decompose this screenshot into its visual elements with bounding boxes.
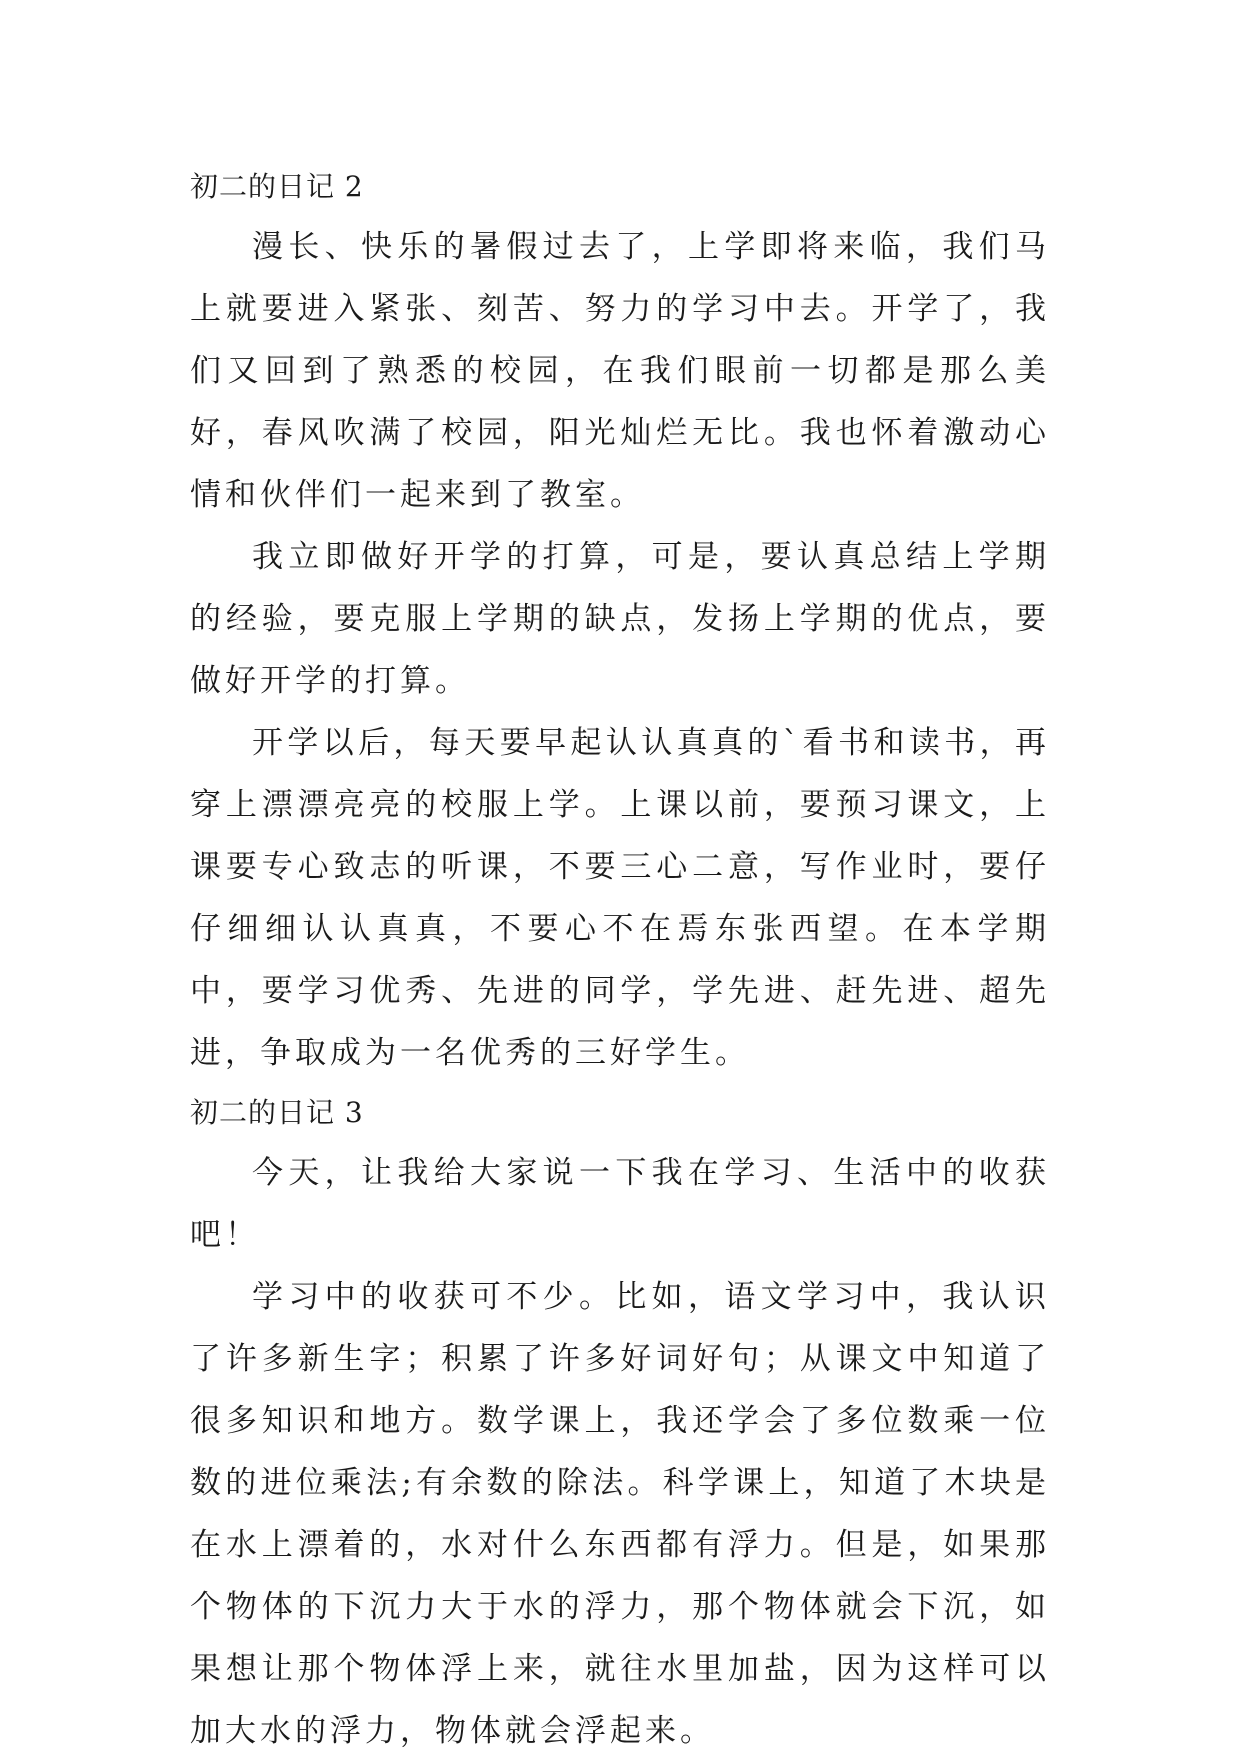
section-title: 初二的日记 3 <box>190 1096 364 1129</box>
paragraph: 开学以后，每天要早起认认真真的`看书和读书，再穿上漂漂亮亮的校服上学。上课以前，要预习课文，上课要专心致志的听课，不要三心二意，写作业时，要仔仔细细认认真真，不要心不在焉东张西望。在本学期中，要学习优秀、先进的同学，学先进、赶先进、超先进，争取成为一名优秀的三好学生。 <box>190 725 1050 1071</box>
section-title: 初二的日记 2 <box>190 170 364 203</box>
paragraph: 我立即做好开学的打算，可是，要认真总结上学期的经验，要克服上学期的缺点，发扬上学期的优点，要做好开学的打算。 <box>190 539 1050 699</box>
paragraph: 漫长、快乐的暑假过去了，上学即将来临，我们马上就要进入紧张、刻苦、努力的学习中去。开学了，我们又回到了熟悉的校园，在我们眼前一切都是那么美好，春风吹满了校园，阳光灿烂无比。我也怀着激动心情和伙伴们一起来到了教室。 <box>190 229 1050 513</box>
paragraph: 今天，让我给大家说一下我在学习、生活中的收获吧！ <box>190 1155 1050 1253</box>
document-page <box>190 158 1050 1762</box>
paragraph: 学习中的收获可不少。比如，语文学习中，我认识了许多新生字；积累了许多好词好句；从课文中知道了很多知识和地方。数学课上，我还学会了多位数乘一位数的进位乘法;有余数的除法。科学课上，知道了木块是在水上漂着的，水对什么东西都有浮力。但是，如果那个物体的下沉力大于水的浮力，那个物体就会下沉，如果想让那个物体浮上来，就往水里加盐，因为这样可以加大水的浮力，物体就会浮起来。 <box>190 1279 1050 1749</box>
